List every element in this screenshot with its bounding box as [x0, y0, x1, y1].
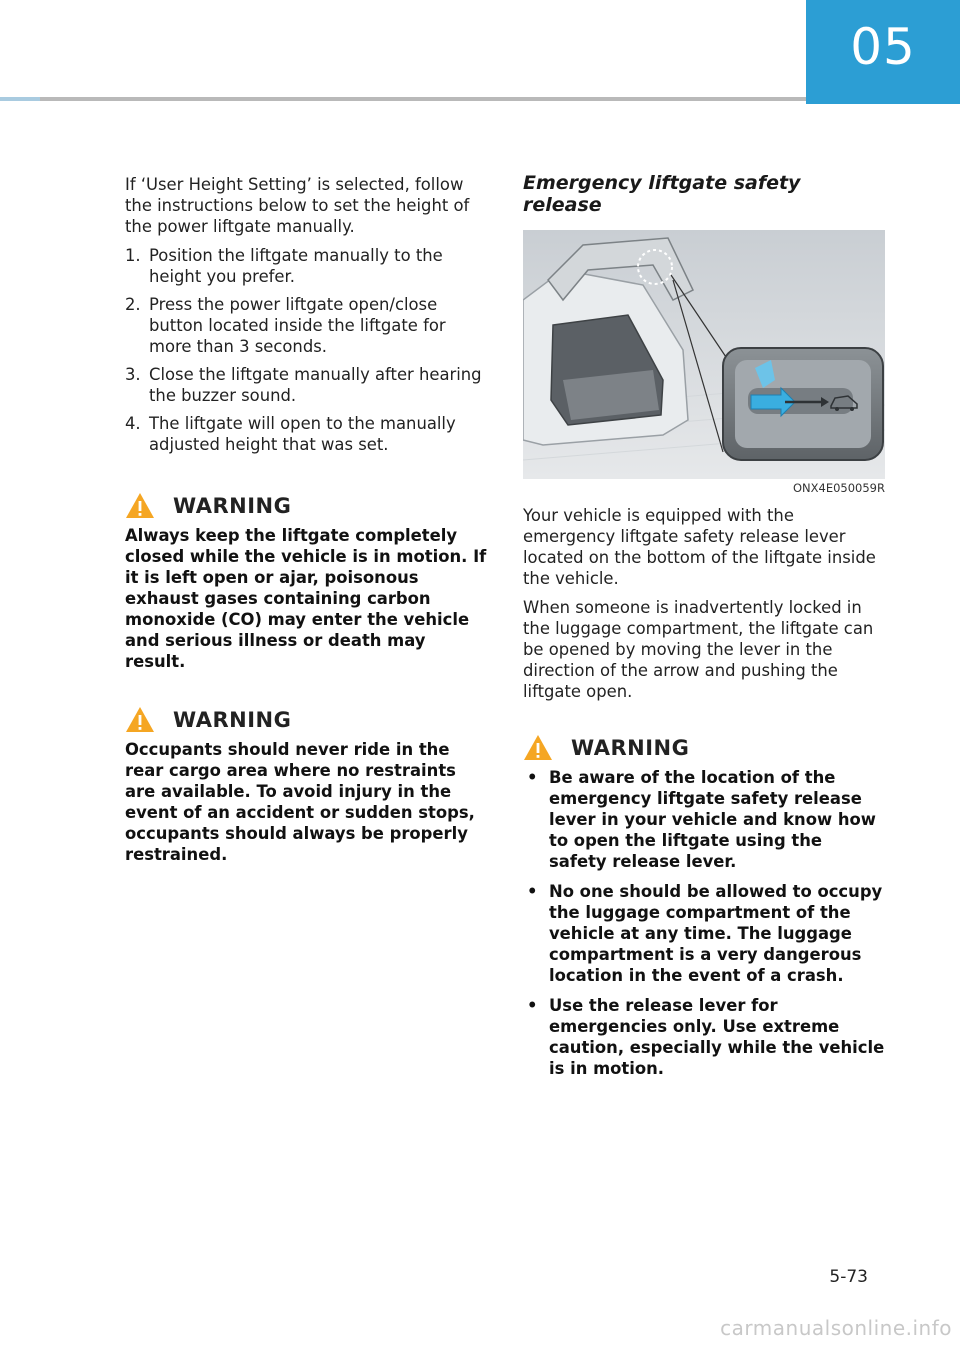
- right-column: [523, 172, 885, 1088]
- step-item: 1. Position the liftgate manually to the height you prefer.: [125, 246, 443, 286]
- chapter-tab: [806, 0, 960, 104]
- section-title: Emergency liftgate safety release: [523, 172, 801, 216]
- step-item: 3. Close the liftgate manually after hearing the buzzer sound.: [125, 365, 482, 405]
- step-item: 2. Press the power liftgate open/close button located inside the liftgate for more than 3 seconds.: [125, 295, 446, 356]
- step-list: [125, 245, 487, 455]
- header-rule: [0, 97, 806, 101]
- warning-3-header: [523, 734, 885, 761]
- watermark: carmanualsonline.info: [720, 1316, 952, 1340]
- description-paragraph-1: Your vehicle is equipped with the emergency liftgate safety release lever located on the bottom of the liftgate inside the vehicle.: [523, 506, 876, 588]
- warning-triangle-icon: [125, 492, 155, 519]
- warning-3-title: WARNING: [571, 735, 690, 760]
- warning-3-bullets: [523, 767, 885, 1079]
- intro-paragraph: If ‘User Height Setting’ is selected, follow the instructions below to set the height of the power liftgate manually.: [125, 175, 470, 236]
- warning-bullet: • No one should be allowed to occupy the luggage compartment of the vehicle at any time. The luggage compartment is a very dangerous location in the event of a crash.: [523, 881, 885, 986]
- warning-bullet: • Be aware of the location of the emergency liftgate safety release lever in your vehicle and know how to open the liftgate using the safety release lever.: [523, 767, 885, 872]
- warning-bullet: • Use the release lever for emergencies only. Use extreme caution, especially while the vehicle is in motion.: [523, 995, 885, 1079]
- liftgate-illustration-graphic: [523, 230, 885, 479]
- figure-code: ONX4E050059R: [792, 481, 885, 495]
- page-number: 5-73: [829, 1267, 868, 1287]
- left-column: [125, 174, 487, 865]
- warning-triangle-icon: [523, 734, 553, 761]
- warning-1-title: WARNING: [173, 493, 292, 518]
- warning-triangle-icon: [125, 706, 155, 733]
- liftgate-release-illustration: [523, 230, 885, 479]
- warning-1-header: [125, 492, 487, 519]
- step-item: 4. The liftgate will open to the manually adjusted height that was set.: [125, 414, 456, 454]
- description-paragraph-2: When someone is inadvertently locked in the luggage compartment, the liftgate can be opened by moving the lever in the direction of the arrow and pushing the liftgate open.: [523, 598, 874, 701]
- warning-2-header: [125, 706, 487, 733]
- warning-1-body: Always keep the liftgate completely closed while the vehicle is in motion. If it is left open or ajar, poisonous exhaust gases containing carbon monoxide (CO) may enter the vehicle and serious illness or death may result.: [125, 526, 487, 671]
- warning-2-body: Occupants should never ride in the rear cargo area where no restraints are available. To avoid injury in the event of an accident or sudden stops, occupants should always be properly restrained.: [125, 740, 475, 864]
- warning-2-title: WARNING: [173, 707, 292, 732]
- chapter-number: 05: [850, 18, 916, 76]
